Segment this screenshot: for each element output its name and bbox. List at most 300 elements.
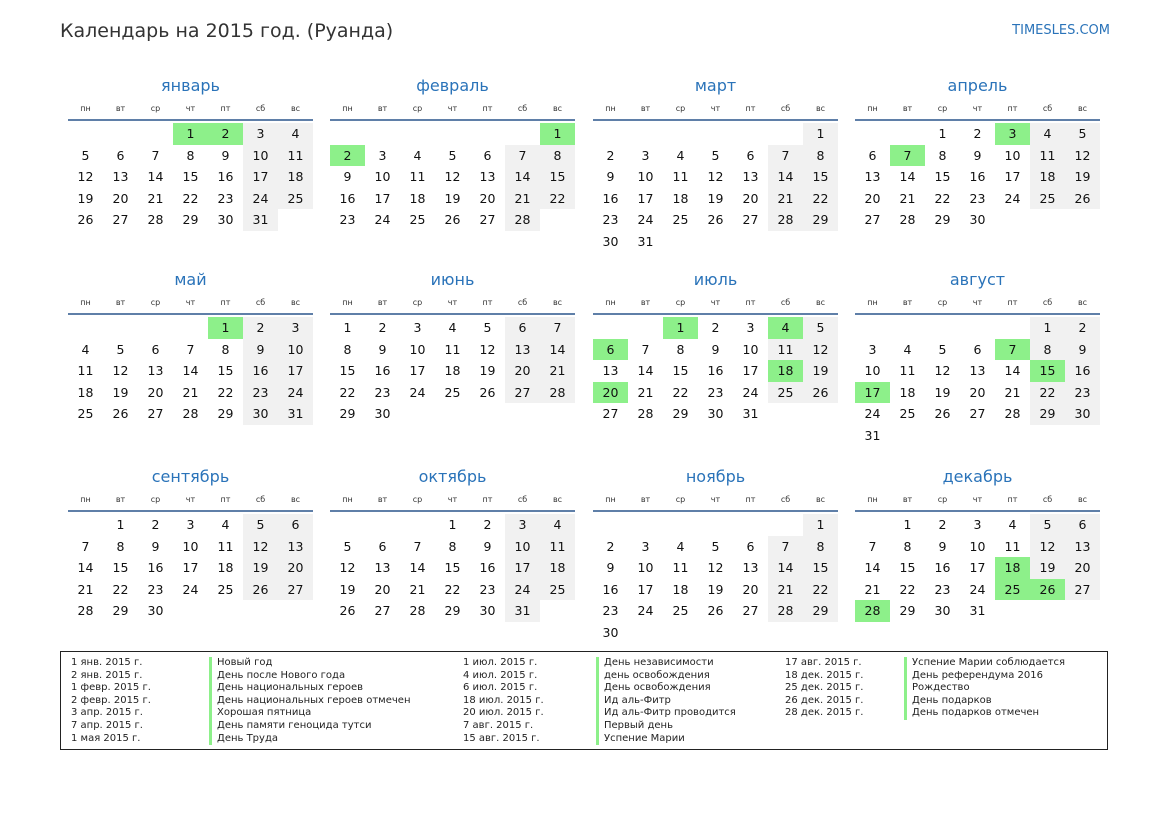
day-cell: 16	[339, 190, 356, 206]
day-cell: 30	[374, 406, 391, 421]
legend-dates-col-2	[463, 657, 544, 745]
day-cell: 20	[1065, 557, 1100, 579]
day-cell: 22	[1030, 382, 1065, 404]
empty-cell	[68, 123, 103, 145]
day-cell: 6	[483, 147, 492, 163]
day-cell: 23	[1065, 382, 1100, 404]
month-8	[855, 266, 1100, 446]
day-cell: 17	[637, 190, 654, 206]
day-cell: 23	[217, 190, 234, 206]
legend-date: 25 дек. 2015 г.	[785, 682, 864, 694]
day-cell: 31	[637, 233, 654, 249]
day-cell: 26	[1065, 188, 1100, 210]
day-cell: 24	[969, 581, 986, 597]
day-cell: 1	[803, 514, 838, 536]
day-cell: 29	[803, 600, 838, 622]
month-10	[330, 463, 575, 622]
day-cell: 13	[969, 363, 986, 378]
holiday-day-cell: 1	[663, 317, 698, 339]
empty-cell	[330, 123, 365, 145]
holiday-day-cell: 4	[768, 317, 803, 339]
day-cell: 24	[742, 384, 759, 400]
day-cell: 31	[278, 403, 313, 425]
empty-cell	[768, 514, 803, 536]
day-cell: 9	[711, 341, 720, 357]
day-cell: 21	[182, 384, 199, 400]
month-2	[330, 72, 575, 231]
day-cell: 4	[413, 147, 422, 163]
weekday-label: чт	[185, 298, 196, 307]
day-cell: 11	[1004, 538, 1021, 554]
day-cell: 2	[606, 538, 615, 554]
weekday-label: вс	[290, 495, 301, 504]
day-cell: 22	[934, 190, 951, 206]
holiday-day-cell: 6	[593, 339, 628, 361]
day-cell: 10	[505, 536, 540, 558]
weekday-label: пн	[867, 298, 878, 307]
weekday-header	[593, 491, 838, 512]
legend-holiday-name: День памяти геноцида тутси	[209, 720, 410, 733]
weekday-label: сб	[1042, 298, 1053, 307]
weekday-header	[593, 294, 838, 315]
day-cell: 11	[899, 363, 916, 378]
day-cell: 6	[973, 341, 982, 357]
day-cell: 4	[448, 320, 457, 335]
weekday-label: сб	[255, 495, 266, 504]
day-cell: 28	[147, 212, 164, 227]
day-cell: 15	[803, 557, 838, 579]
day-cell: 14	[182, 363, 199, 378]
day-cell: 22	[540, 188, 575, 210]
day-cell: 30	[1065, 403, 1100, 425]
day-cell: 13	[505, 339, 540, 361]
legend-holiday-name: Ид аль-Фитр проводится	[596, 707, 736, 720]
empty-cell	[593, 123, 628, 145]
day-cell: 8	[186, 147, 195, 163]
day-cell: 2	[243, 317, 278, 339]
day-cell: 8	[903, 538, 912, 554]
day-cell: 16	[969, 169, 986, 184]
holiday-day-cell: 7	[995, 339, 1030, 361]
holiday-day-cell: 18	[768, 360, 803, 382]
day-cell: 9	[243, 339, 278, 361]
day-cell: 14	[77, 560, 94, 575]
month-3	[593, 72, 838, 252]
day-cell: 11	[768, 339, 803, 361]
day-cell: 4	[540, 514, 575, 536]
empty-cell	[593, 317, 628, 339]
day-cell: 25	[672, 212, 689, 227]
day-cell: 14	[505, 166, 540, 188]
day-cell: 20	[278, 557, 313, 579]
weekday-label: сб	[1042, 104, 1053, 113]
day-cell: 27	[602, 406, 619, 421]
weekday-header	[593, 100, 838, 121]
weekday-label: ср	[150, 298, 161, 307]
day-cell: 18	[672, 190, 689, 206]
day-grid	[855, 512, 1100, 622]
day-cell: 19	[934, 384, 951, 400]
day-cell: 26	[934, 406, 951, 421]
day-cell: 18	[77, 384, 94, 400]
day-cell: 4	[221, 517, 230, 532]
day-cell: 13	[742, 560, 759, 575]
day-cell: 10	[374, 169, 391, 184]
day-cell: 11	[444, 341, 461, 357]
legend-date: 7 авг. 2015 г.	[463, 719, 534, 731]
day-cell: 21	[409, 581, 426, 597]
weekday-header	[855, 100, 1100, 121]
day-cell: 7	[151, 147, 160, 163]
day-cell: 22	[217, 384, 234, 400]
empty-cell	[103, 123, 138, 145]
day-cell: 26	[479, 384, 496, 400]
day-grid	[593, 512, 838, 643]
day-cell: 24	[864, 406, 881, 421]
weekday-label: вт	[377, 104, 388, 113]
day-cell: 8	[938, 147, 947, 163]
day-cell: 10	[278, 339, 313, 361]
day-grid	[68, 315, 313, 425]
day-cell: 9	[1065, 339, 1100, 361]
day-cell: 4	[1008, 517, 1017, 532]
day-cell: 23	[147, 581, 164, 597]
day-cell: 18	[278, 166, 313, 188]
empty-cell	[925, 317, 960, 339]
day-cell: 12	[803, 339, 838, 361]
day-cell: 3	[868, 341, 877, 357]
day-cell: 14	[540, 339, 575, 361]
holiday-day-cell: 25	[995, 579, 1030, 601]
day-cell: 11	[278, 145, 313, 167]
day-cell: 6	[505, 317, 540, 339]
day-cell: 3	[641, 147, 650, 163]
weekday-label: сб	[255, 104, 266, 113]
day-cell: 27	[147, 406, 164, 421]
day-cell: 26	[243, 579, 278, 601]
day-cell: 24	[243, 188, 278, 210]
legend-date: 18 июл. 2015 г.	[463, 694, 544, 706]
legend-holiday-name: День независимости	[596, 657, 736, 670]
day-cell: 15	[934, 169, 951, 184]
weekday-label: пт	[220, 104, 231, 113]
empty-cell	[470, 123, 505, 145]
day-cell: 21	[540, 360, 575, 382]
day-cell: 12	[444, 169, 461, 184]
day-cell: 27	[505, 382, 540, 404]
day-cell: 30	[243, 403, 278, 425]
holiday-day-cell: 20	[593, 382, 628, 404]
weekday-label: сб	[780, 495, 791, 504]
month-name: октябрь	[418, 467, 487, 486]
day-cell: 4	[1030, 123, 1065, 145]
day-cell: 28	[899, 212, 916, 227]
day-cell: 9	[938, 538, 947, 554]
weekday-label: вс	[815, 298, 826, 307]
day-grid	[593, 121, 838, 252]
weekday-label: вс	[815, 495, 826, 504]
month-5	[68, 266, 313, 425]
weekday-label: сб	[517, 495, 528, 504]
day-cell: 5	[116, 341, 125, 357]
day-cell: 6	[151, 341, 160, 357]
day-cell: 30	[707, 406, 724, 421]
day-cell: 18	[409, 190, 426, 206]
day-cell: 5	[483, 320, 492, 335]
weekday-label: ср	[412, 104, 423, 113]
day-cell: 12	[243, 536, 278, 558]
weekday-label: сб	[780, 298, 791, 307]
empty-cell	[400, 514, 435, 536]
day-cell: 10	[182, 538, 199, 554]
day-cell: 12	[479, 341, 496, 357]
day-cell: 27	[742, 212, 759, 227]
weekday-header	[68, 491, 313, 512]
weekday-label: чт	[185, 495, 196, 504]
day-cell: 21	[505, 188, 540, 210]
day-cell: 22	[339, 384, 356, 400]
weekday-label: вт	[377, 298, 388, 307]
empty-cell	[855, 317, 890, 339]
day-cell: 21	[768, 188, 803, 210]
day-cell: 8	[221, 341, 230, 357]
weekday-label: пт	[745, 298, 756, 307]
day-cell: 23	[707, 384, 724, 400]
empty-cell	[103, 317, 138, 339]
day-cell: 28	[768, 209, 803, 231]
weekday-label: сб	[517, 298, 528, 307]
holiday-day-cell: 15	[1030, 360, 1065, 382]
day-cell: 11	[672, 560, 689, 575]
day-cell: 29	[182, 212, 199, 227]
day-cell: 16	[934, 560, 951, 575]
legend-holiday-name: Рождество	[904, 682, 1065, 695]
weekday-label: чт	[185, 104, 196, 113]
day-cell: 9	[606, 560, 615, 575]
empty-cell	[855, 123, 890, 145]
empty-cell	[68, 317, 103, 339]
legend-holiday-name: День национальных героев отмечен	[209, 695, 410, 708]
day-cell: 17	[742, 363, 759, 378]
day-cell: 9	[343, 169, 352, 184]
day-cell: 11	[77, 363, 94, 378]
day-cell: 15	[182, 169, 199, 184]
day-cell: 16	[479, 560, 496, 575]
day-cell: 4	[81, 341, 90, 357]
day-cell: 16	[147, 560, 164, 575]
weekday-header	[855, 491, 1100, 512]
day-cell: 12	[1030, 536, 1065, 558]
day-cell: 17	[278, 360, 313, 382]
weekday-label: вс	[290, 104, 301, 113]
day-cell: 9	[483, 538, 492, 554]
day-cell: 30	[602, 624, 619, 640]
day-cell: 16	[602, 581, 619, 597]
day-cell: 1	[116, 517, 125, 532]
weekday-label: вт	[115, 104, 126, 113]
day-cell: 3	[746, 320, 755, 335]
day-cell: 15	[112, 560, 129, 575]
day-cell: 11	[540, 536, 575, 558]
day-cell: 30	[479, 603, 496, 618]
legend-date: 28 дек. 2015 г.	[785, 707, 864, 719]
day-cell: 17	[409, 363, 426, 378]
holiday-day-cell: 1	[173, 123, 208, 145]
day-cell: 17	[243, 166, 278, 188]
day-cell: 18	[899, 384, 916, 400]
site-link[interactable]: TIMESLES.COM	[1012, 23, 1110, 38]
legend-holiday-name: День Труда	[209, 733, 410, 746]
day-cell: 25	[768, 382, 803, 404]
day-cell: 20	[969, 384, 986, 400]
weekday-label: чт	[710, 495, 721, 504]
day-cell: 25	[672, 603, 689, 618]
day-cell: 21	[637, 384, 654, 400]
day-cell: 1	[803, 123, 838, 145]
day-cell: 5	[711, 538, 720, 554]
day-cell: 16	[707, 363, 724, 378]
weekday-label: пт	[745, 495, 756, 504]
weekday-label: чт	[972, 495, 983, 504]
day-cell: 26	[707, 212, 724, 227]
month-name: апрель	[947, 76, 1008, 95]
empty-cell	[628, 123, 663, 145]
day-cell: 30	[934, 603, 951, 618]
day-cell: 25	[217, 581, 234, 597]
weekday-label: ср	[675, 495, 686, 504]
day-cell: 13	[374, 560, 391, 575]
day-cell: 18	[217, 560, 234, 575]
empty-cell	[890, 123, 925, 145]
day-cell: 29	[672, 406, 689, 421]
day-cell: 2	[378, 320, 387, 335]
day-cell: 7	[413, 538, 422, 554]
day-cell: 24	[637, 212, 654, 227]
day-cell: 12	[1065, 145, 1100, 167]
empty-cell	[855, 514, 890, 536]
day-cell: 9	[221, 147, 230, 163]
day-cell: 19	[112, 384, 129, 400]
month-7	[593, 266, 838, 425]
weekday-label: вс	[1077, 495, 1088, 504]
day-cell: 3	[186, 517, 195, 532]
day-cell: 5	[1030, 514, 1065, 536]
day-cell: 15	[217, 363, 234, 378]
weekday-label: вс	[290, 298, 301, 307]
day-cell: 8	[540, 145, 575, 167]
day-cell: 2	[483, 517, 492, 532]
weekday-label: вс	[1077, 104, 1088, 113]
empty-cell	[995, 317, 1030, 339]
day-cell: 20	[864, 190, 881, 206]
day-cell: 7	[81, 538, 90, 554]
day-cell: 8	[803, 145, 838, 167]
day-cell: 6	[868, 147, 877, 163]
holiday-day-cell: 28	[855, 600, 890, 622]
day-cell: 13	[864, 169, 881, 184]
day-cell: 3	[378, 147, 387, 163]
day-cell: 2	[938, 517, 947, 532]
legend-holiday-name: Хорошая пятница	[209, 707, 410, 720]
day-cell: 21	[147, 190, 164, 206]
day-cell: 31	[864, 427, 881, 443]
weekday-label: вс	[815, 104, 826, 113]
day-cell: 21	[864, 581, 881, 597]
legend-holiday-name: День после Нового года	[209, 670, 410, 683]
day-cell: 23	[602, 603, 619, 618]
day-cell: 13	[112, 169, 129, 184]
day-cell: 19	[803, 360, 838, 382]
day-cell: 17	[505, 557, 540, 579]
holiday-day-cell: 1	[208, 317, 243, 339]
day-cell: 2	[151, 517, 160, 532]
legend-date: 3 апр. 2015 г.	[71, 707, 143, 719]
day-cell: 3	[413, 320, 422, 335]
day-cell: 2	[1065, 317, 1100, 339]
day-cell: 5	[938, 341, 947, 357]
empty-cell	[663, 123, 698, 145]
day-cell: 10	[1004, 147, 1021, 163]
legend-holiday-name: День подарков	[904, 695, 1065, 708]
day-grid	[855, 315, 1100, 446]
day-cell: 23	[479, 581, 496, 597]
day-cell: 3	[641, 538, 650, 554]
day-cell: 8	[116, 538, 125, 554]
day-cell: 31	[505, 600, 540, 622]
day-cell: 5	[81, 147, 90, 163]
day-cell: 18	[444, 363, 461, 378]
empty-cell	[505, 123, 540, 145]
day-cell: 29	[444, 603, 461, 618]
weekday-label: ср	[937, 495, 948, 504]
day-cell: 25	[899, 406, 916, 421]
day-cell: 24	[505, 579, 540, 601]
empty-cell	[365, 123, 400, 145]
day-cell: 7	[186, 341, 195, 357]
day-cell: 19	[1030, 557, 1065, 579]
day-cell: 15	[339, 363, 356, 378]
weekday-label: вт	[640, 495, 651, 504]
weekday-label: вт	[902, 104, 913, 113]
day-cell: 14	[409, 560, 426, 575]
day-cell: 25	[409, 212, 426, 227]
day-cell: 1	[1030, 317, 1065, 339]
day-cell: 19	[243, 557, 278, 579]
day-cell: 21	[768, 579, 803, 601]
day-cell: 6	[746, 147, 755, 163]
holiday-day-cell: 17	[855, 382, 890, 404]
day-cell: 10	[243, 145, 278, 167]
day-cell: 31	[742, 406, 759, 421]
day-grid	[68, 121, 313, 231]
day-cell: 8	[448, 538, 457, 554]
day-cell: 12	[707, 169, 724, 184]
day-cell: 20	[374, 581, 391, 597]
day-cell: 7	[505, 145, 540, 167]
day-cell: 10	[637, 169, 654, 184]
day-cell: 12	[339, 560, 356, 575]
day-cell: 23	[934, 581, 951, 597]
day-cell: 24	[637, 603, 654, 618]
day-cell: 25	[444, 384, 461, 400]
day-cell: 5	[711, 147, 720, 163]
day-cell: 1	[903, 517, 912, 532]
day-cell: 16	[1065, 360, 1100, 382]
day-cell: 10	[742, 341, 759, 357]
day-cell: 22	[899, 581, 916, 597]
day-cell: 23	[339, 212, 356, 227]
day-cell: 7	[641, 341, 650, 357]
